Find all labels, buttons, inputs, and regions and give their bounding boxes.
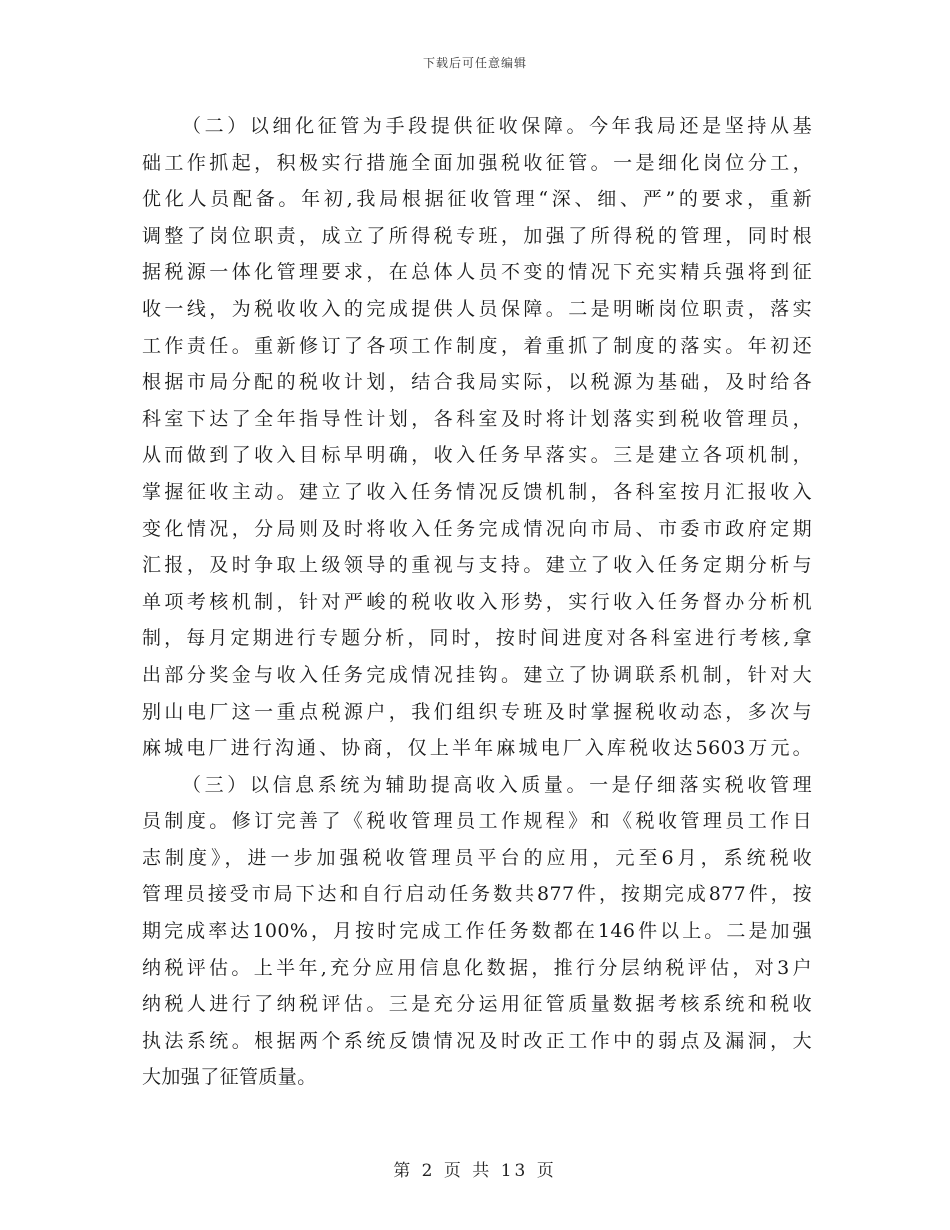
text-line: 志制度》，进一步加强税收管理员平台的应用，元至6月，系统税收	[142, 846, 812, 869]
text-line: 根据市局分配的税收计划，结合我局实际，以税源为基础，及时给各	[142, 371, 812, 394]
text-line: 大加强了征管质量。	[142, 1066, 317, 1089]
text-line: 管理员接受市局下达和自行启动任务数共877件，按期完成877件，按	[142, 883, 812, 906]
text-line: 汇报，及时争取上级领导的重视与支持。建立了收入任务定期分析与	[142, 554, 812, 577]
text-line: 员制度。修订完善了《税收管理员工作规程》和《税收管理员工作日	[142, 810, 812, 833]
paragraph-section-2	[142, 108, 812, 767]
text-line: 工作责任。重新修订了各项工作制度，着重抓了制度的落实。年初还	[142, 334, 812, 357]
text-line: （三）以信息系统为辅助提高收入质量。一是仔细落实税收管理	[182, 773, 812, 796]
text-line: 从而做到了收入目标早明确，收入任务早落实。三是建立各项机制，	[142, 444, 812, 467]
text-line: 据税源一体化管理要求，在总体人员不变的情况下充实精兵强将到征	[142, 261, 812, 284]
text-line: （二）以细化征管为手段提供征收保障。今年我局还是坚持从基	[182, 115, 812, 137]
text-line: 础工作抓起，积极实行措施全面加强税收征管。一是细化岗位分工，	[142, 151, 812, 174]
text-line: 制，每月定期进行专题分析，同时，按时间进度对各科室进行考核,拿	[142, 627, 812, 650]
text-line: 优化人员配备。年初,我局根据征收管理“深、细、严”的要求，重新	[142, 188, 812, 211]
text-line: 别山电厂这一重点税源户，我们组织专班及时掌握税收动态，多次与	[142, 700, 812, 723]
document-body	[142, 108, 812, 1096]
text-line: 调整了岗位职责，成立了所得税专班，加强了所得税的管理，同时根	[142, 224, 812, 247]
text-line: 变化情况，分局则及时将收入任务完成情况向市局、市委市政府定期	[142, 517, 812, 540]
text-line: 掌握征收主动。建立了收入任务情况反馈机制，各科室按月汇报收入	[142, 480, 812, 503]
header-note: 下载后可任意编辑	[422, 56, 527, 70]
paragraph-section-3	[142, 767, 812, 1096]
text-line: 出部分奖金与收入任务完成情况挂钩。建立了协调联系机制，针对大	[142, 663, 812, 686]
text-line: 期完成率达100%，月按时完成工作任务数都在146件以上。二是加强	[142, 920, 812, 943]
text-line: 执法系统。根据两个系统反馈情况及时改正工作中的弱点及漏洞，大	[142, 1029, 812, 1052]
text-line: 麻城电厂进行沟通、协商，仅上半年麻城电厂入库税收达5603万元。	[142, 737, 812, 760]
text-line: 纳税人进行了纳税评估。三是充分运用征管质量数据考核系统和税收	[142, 993, 812, 1016]
text-line: 纳税评估。上半年,充分应用信息化数据，推行分层纳税评估，对3户	[142, 956, 812, 979]
text-line: 收一线，为税收收入的完成提供人员保障。二是明晰岗位职责，落实	[142, 297, 812, 320]
text-line: 单项考核机制，针对严峻的税收收入形势，实行收入任务督办分析机	[142, 590, 812, 613]
page-number-footer: 第 2 页 共 13 页	[393, 1161, 557, 1181]
text-line: 科室下达了全年指导性计划，各科室及时将计划落实到税收管理员，	[142, 407, 812, 430]
